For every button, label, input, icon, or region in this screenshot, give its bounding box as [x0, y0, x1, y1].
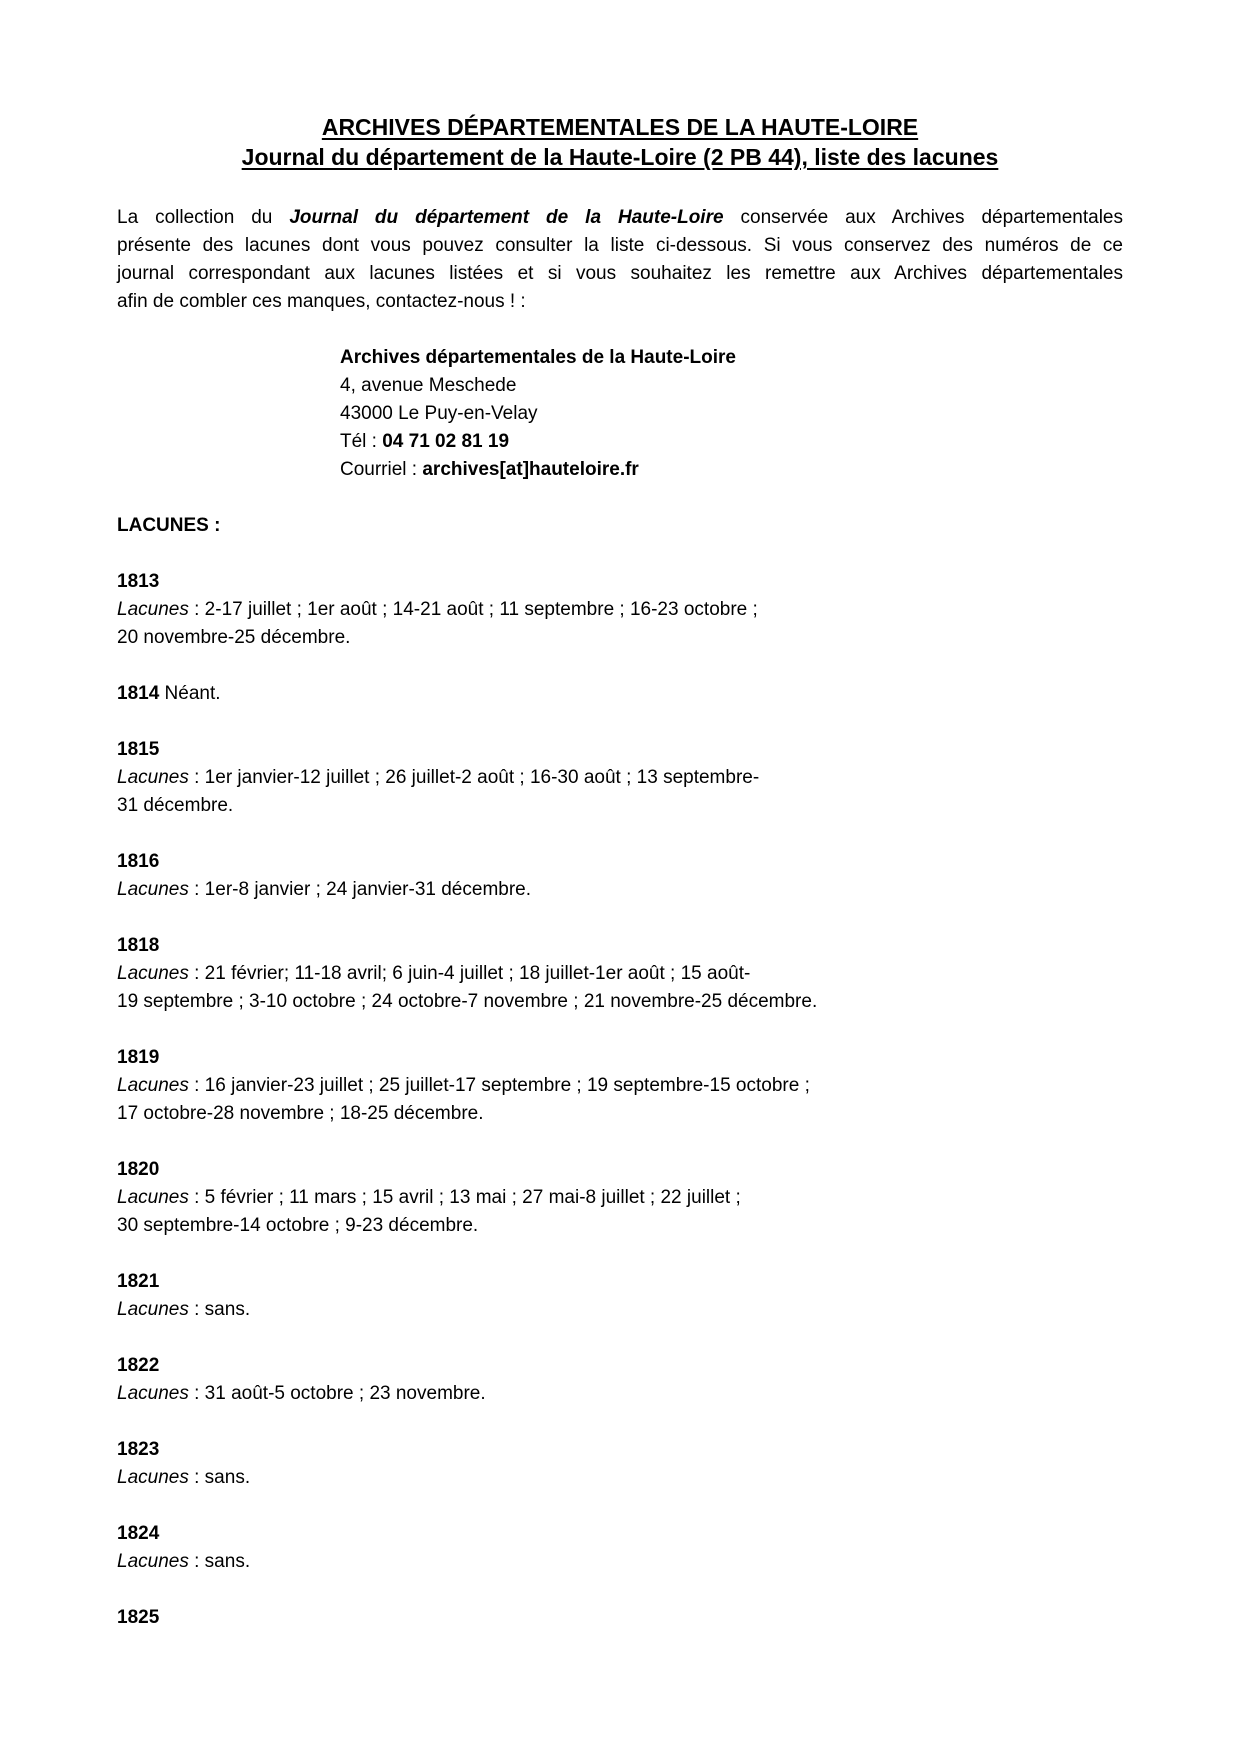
- lacunes-values: : sans.: [188, 1299, 251, 1320]
- year-label: 1818: [117, 935, 160, 956]
- year-label: 1822: [117, 1355, 160, 1376]
- year-entry-1819: [117, 1044, 1123, 1128]
- lacunes-values: : 21 février; 11-18 avril; 6 juin-4 juillet ; 18 juillet-1er août ; 15 août-: [188, 963, 751, 984]
- year-entry-1814: [117, 680, 1123, 708]
- tel-label: Tél :: [340, 431, 383, 452]
- email-address: archives[at]hauteloire.fr: [422, 459, 639, 480]
- lacunes-label: Lacunes: [117, 1187, 189, 1208]
- year-line: [117, 1156, 1123, 1184]
- lacunes-values: : sans.: [188, 1551, 251, 1572]
- lacunes-values: : 1er janvier-12 juillet ; 26 juillet-2 août ; 16-30 août ; 13 septembre-: [188, 767, 760, 788]
- address-tel-line: [340, 428, 1123, 456]
- year-label: 1825: [117, 1607, 160, 1628]
- lacunes-line-1: [117, 1072, 1123, 1100]
- lacunes-line-1: [117, 1464, 1123, 1492]
- journal-name-emphasis: Journal du département de la Haute-Loire: [289, 207, 724, 228]
- year-entry-1823: [117, 1436, 1123, 1492]
- address-street: 4, avenue Meschede: [340, 375, 517, 396]
- lacunes-line-1: [117, 960, 1123, 988]
- lacunes-line-2: 17 octobre-28 novembre ; 18-25 décembre.: [117, 1103, 484, 1124]
- year-label: 1823: [117, 1439, 160, 1460]
- lacunes-line-1: [117, 764, 1123, 792]
- year-label: 1816: [117, 851, 160, 872]
- lacunes-label: Lacunes: [117, 1075, 189, 1096]
- year-entry-1813: [117, 568, 1123, 652]
- lacunes-line-1: [117, 1380, 1123, 1408]
- email-label: Courriel :: [340, 459, 423, 480]
- lacunes-label: Lacunes: [117, 1383, 189, 1404]
- year-line: [117, 1352, 1123, 1380]
- year-line: [117, 680, 1123, 708]
- year-entry-1825: [117, 1604, 1123, 1632]
- address-email-line: [340, 456, 1123, 484]
- lacunes-values: : 31 août-5 octobre ; 23 novembre.: [188, 1383, 486, 1404]
- lacunes-label: Lacunes: [117, 1551, 189, 1572]
- lacunes-label: Lacunes: [117, 1467, 189, 1488]
- intro-line-2: présente des lacunes dont vous pouvez consulter la liste ci-dessous. Si vous conservez des numéros de ce: [117, 235, 1123, 256]
- lacunes-values: : 1er-8 janvier ; 24 janvier-31 décembre.: [188, 879, 532, 900]
- address-name: Archives départementales de la Haute-Loire: [340, 347, 736, 368]
- lacunes-line-1: [117, 1548, 1123, 1576]
- address-block: [117, 344, 1123, 484]
- lacunes-label: Lacunes: [117, 1299, 189, 1320]
- year-line: [117, 848, 1123, 876]
- lacunes-line-2: 20 novembre-25 décembre.: [117, 627, 351, 648]
- intro-line-1-before: La collection du: [117, 207, 290, 228]
- lacunes-label: Lacunes: [117, 963, 189, 984]
- year-entry-1815: [117, 736, 1123, 820]
- intro-line-3: journal correspondant aux lacunes listées et si vous souhaitez les remettre aux Archives départementales: [117, 263, 1123, 284]
- year-label: 1819: [117, 1047, 160, 1068]
- lacunes-values: : 2-17 juillet ; 1er août ; 14-21 août ; 11 septembre ; 16-23 octobre ;: [188, 599, 758, 620]
- lacunes-heading: LACUNES :: [117, 515, 221, 536]
- intro-line-1: [117, 204, 1123, 232]
- year-entry-1822: [117, 1352, 1123, 1408]
- tel-number: 04 71 02 81 19: [382, 431, 510, 452]
- year-line: [117, 1436, 1123, 1464]
- lacunes-line-1: [117, 876, 1123, 904]
- lacunes-values: : 16 janvier-23 juillet ; 25 juillet-17 septembre ; 19 septembre-15 octobre ;: [188, 1075, 810, 1096]
- year-entry-1824: [117, 1520, 1123, 1576]
- lacunes-values: : sans.: [188, 1467, 251, 1488]
- title-line-2-text: Journal du département de la Haute-Loire (2 PB 44), liste des lacunes: [241, 144, 999, 170]
- address-city: 43000 Le Puy-en-Velay: [340, 403, 538, 424]
- year-label: 1824: [117, 1523, 160, 1544]
- lacunes-line-2: 31 décembre.: [117, 795, 234, 816]
- year-entry-1821: [117, 1268, 1123, 1324]
- lacunes-line-1: [117, 1296, 1123, 1324]
- title-line-2: [117, 142, 1123, 172]
- lacunes-label: Lacunes: [117, 879, 189, 900]
- year-line: [117, 1520, 1123, 1548]
- lacunes-line-1: [117, 596, 1123, 624]
- lacunes-line-1: [117, 1184, 1123, 1212]
- year-label: 1815: [117, 739, 160, 760]
- year-entry-1818: [117, 932, 1123, 1016]
- intro-paragraph: [117, 204, 1123, 316]
- lacunes-label: Lacunes: [117, 767, 189, 788]
- year-line: [117, 1268, 1123, 1296]
- year-entry-1820: [117, 1156, 1123, 1240]
- lacunes-line-2: 19 septembre ; 3-10 octobre ; 24 octobre-7 novembre ; 21 novembre-25 décembre.: [117, 991, 818, 1012]
- lacunes-label: Lacunes: [117, 599, 189, 620]
- year-line: [117, 1604, 1123, 1632]
- year-note: Néant.: [159, 683, 221, 704]
- year-entry-1816: [117, 848, 1123, 904]
- title-line-1: [117, 112, 1123, 142]
- year-label: 1813: [117, 571, 160, 592]
- year-label: 1814: [117, 683, 160, 704]
- year-line: [117, 736, 1123, 764]
- year-label: 1821: [117, 1271, 160, 1292]
- title-line-1-text: ARCHIVES DÉPARTEMENTALES DE LA HAUTE-LOIRE: [321, 114, 919, 140]
- lacunes-line-2: 30 septembre-14 octobre ; 9-23 décembre.: [117, 1215, 479, 1236]
- year-line: [117, 1044, 1123, 1072]
- year-line: [117, 932, 1123, 960]
- document-title: [117, 112, 1123, 172]
- year-label: 1820: [117, 1159, 160, 1180]
- lacunes-values: : 5 février ; 11 mars ; 15 avril ; 13 mai ; 27 mai-8 juillet ; 22 juillet ;: [188, 1187, 741, 1208]
- intro-line-1-after: conservée aux Archives départementales: [723, 207, 1123, 228]
- intro-line-4: afin de combler ces manques, contactez-nous ! :: [117, 291, 526, 312]
- year-line: [117, 568, 1123, 596]
